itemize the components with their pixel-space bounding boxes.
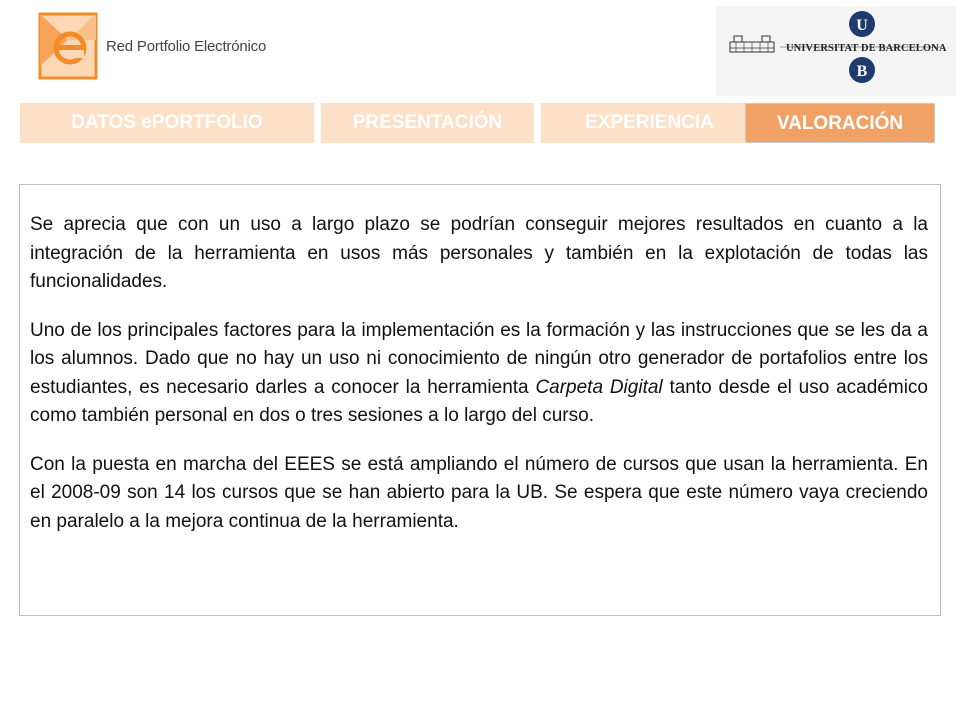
svg-text:U: U <box>856 17 868 34</box>
paragraph-1: Se aprecia que con un uso a largo plazo se podrían conseguir mejores resultados en cuanto a la integración de la herramienta en usos más personales y también en la explotación de todas las funcionalidades. <box>30 214 928 292</box>
svg-text:B: B <box>856 63 868 80</box>
eportfolio-logo-icon <box>38 12 98 80</box>
tab-experiencia[interactable]: EXPERIENCIA <box>541 103 758 143</box>
carpeta-digital-term: Carpeta Digital <box>535 376 663 398</box>
content-panel <box>19 184 941 616</box>
university-name: UNIVERSITAT DE BARCELONA <box>786 43 947 54</box>
tab-valoracion[interactable]: VALORACIÓN <box>745 103 935 143</box>
brand-name: Red Portfolio Electrónico <box>106 38 267 55</box>
eportfolio-logo[interactable] <box>38 12 298 84</box>
paragraph-3: Con la puesta en marcha del EEES se está ampliando el número de cursos que usan la herramienta. En el 2008-09 son 14 los cursos que se han abierto para la UB. Se espera que este número vaya creciendo en paralelo a la mejora continua de la herramienta. <box>30 453 928 532</box>
paragraph-2 <box>30 317 928 431</box>
paragraph-2-text-b: tanto desde el uso académico como también personal en dos o tres sesiones a lo largo del curso. <box>30 376 928 426</box>
paragraph-2-text-a: Uno de los principales factores para la implementación es la formación y las instrucciones que se les da a los alumnos. Dado que no hay un uso ni conocimiento de ningún otro generador de portafolios entre los estudiantes, es necesario darles a conocer la herramienta <box>30 319 928 398</box>
tab-presentacion[interactable]: PRESENTACIÓN <box>321 103 534 143</box>
tab-datos-eportfolio[interactable]: DATOS ePORTFOLIO <box>20 103 314 143</box>
universitat-de-barcelona-logo[interactable] <box>716 6 956 96</box>
